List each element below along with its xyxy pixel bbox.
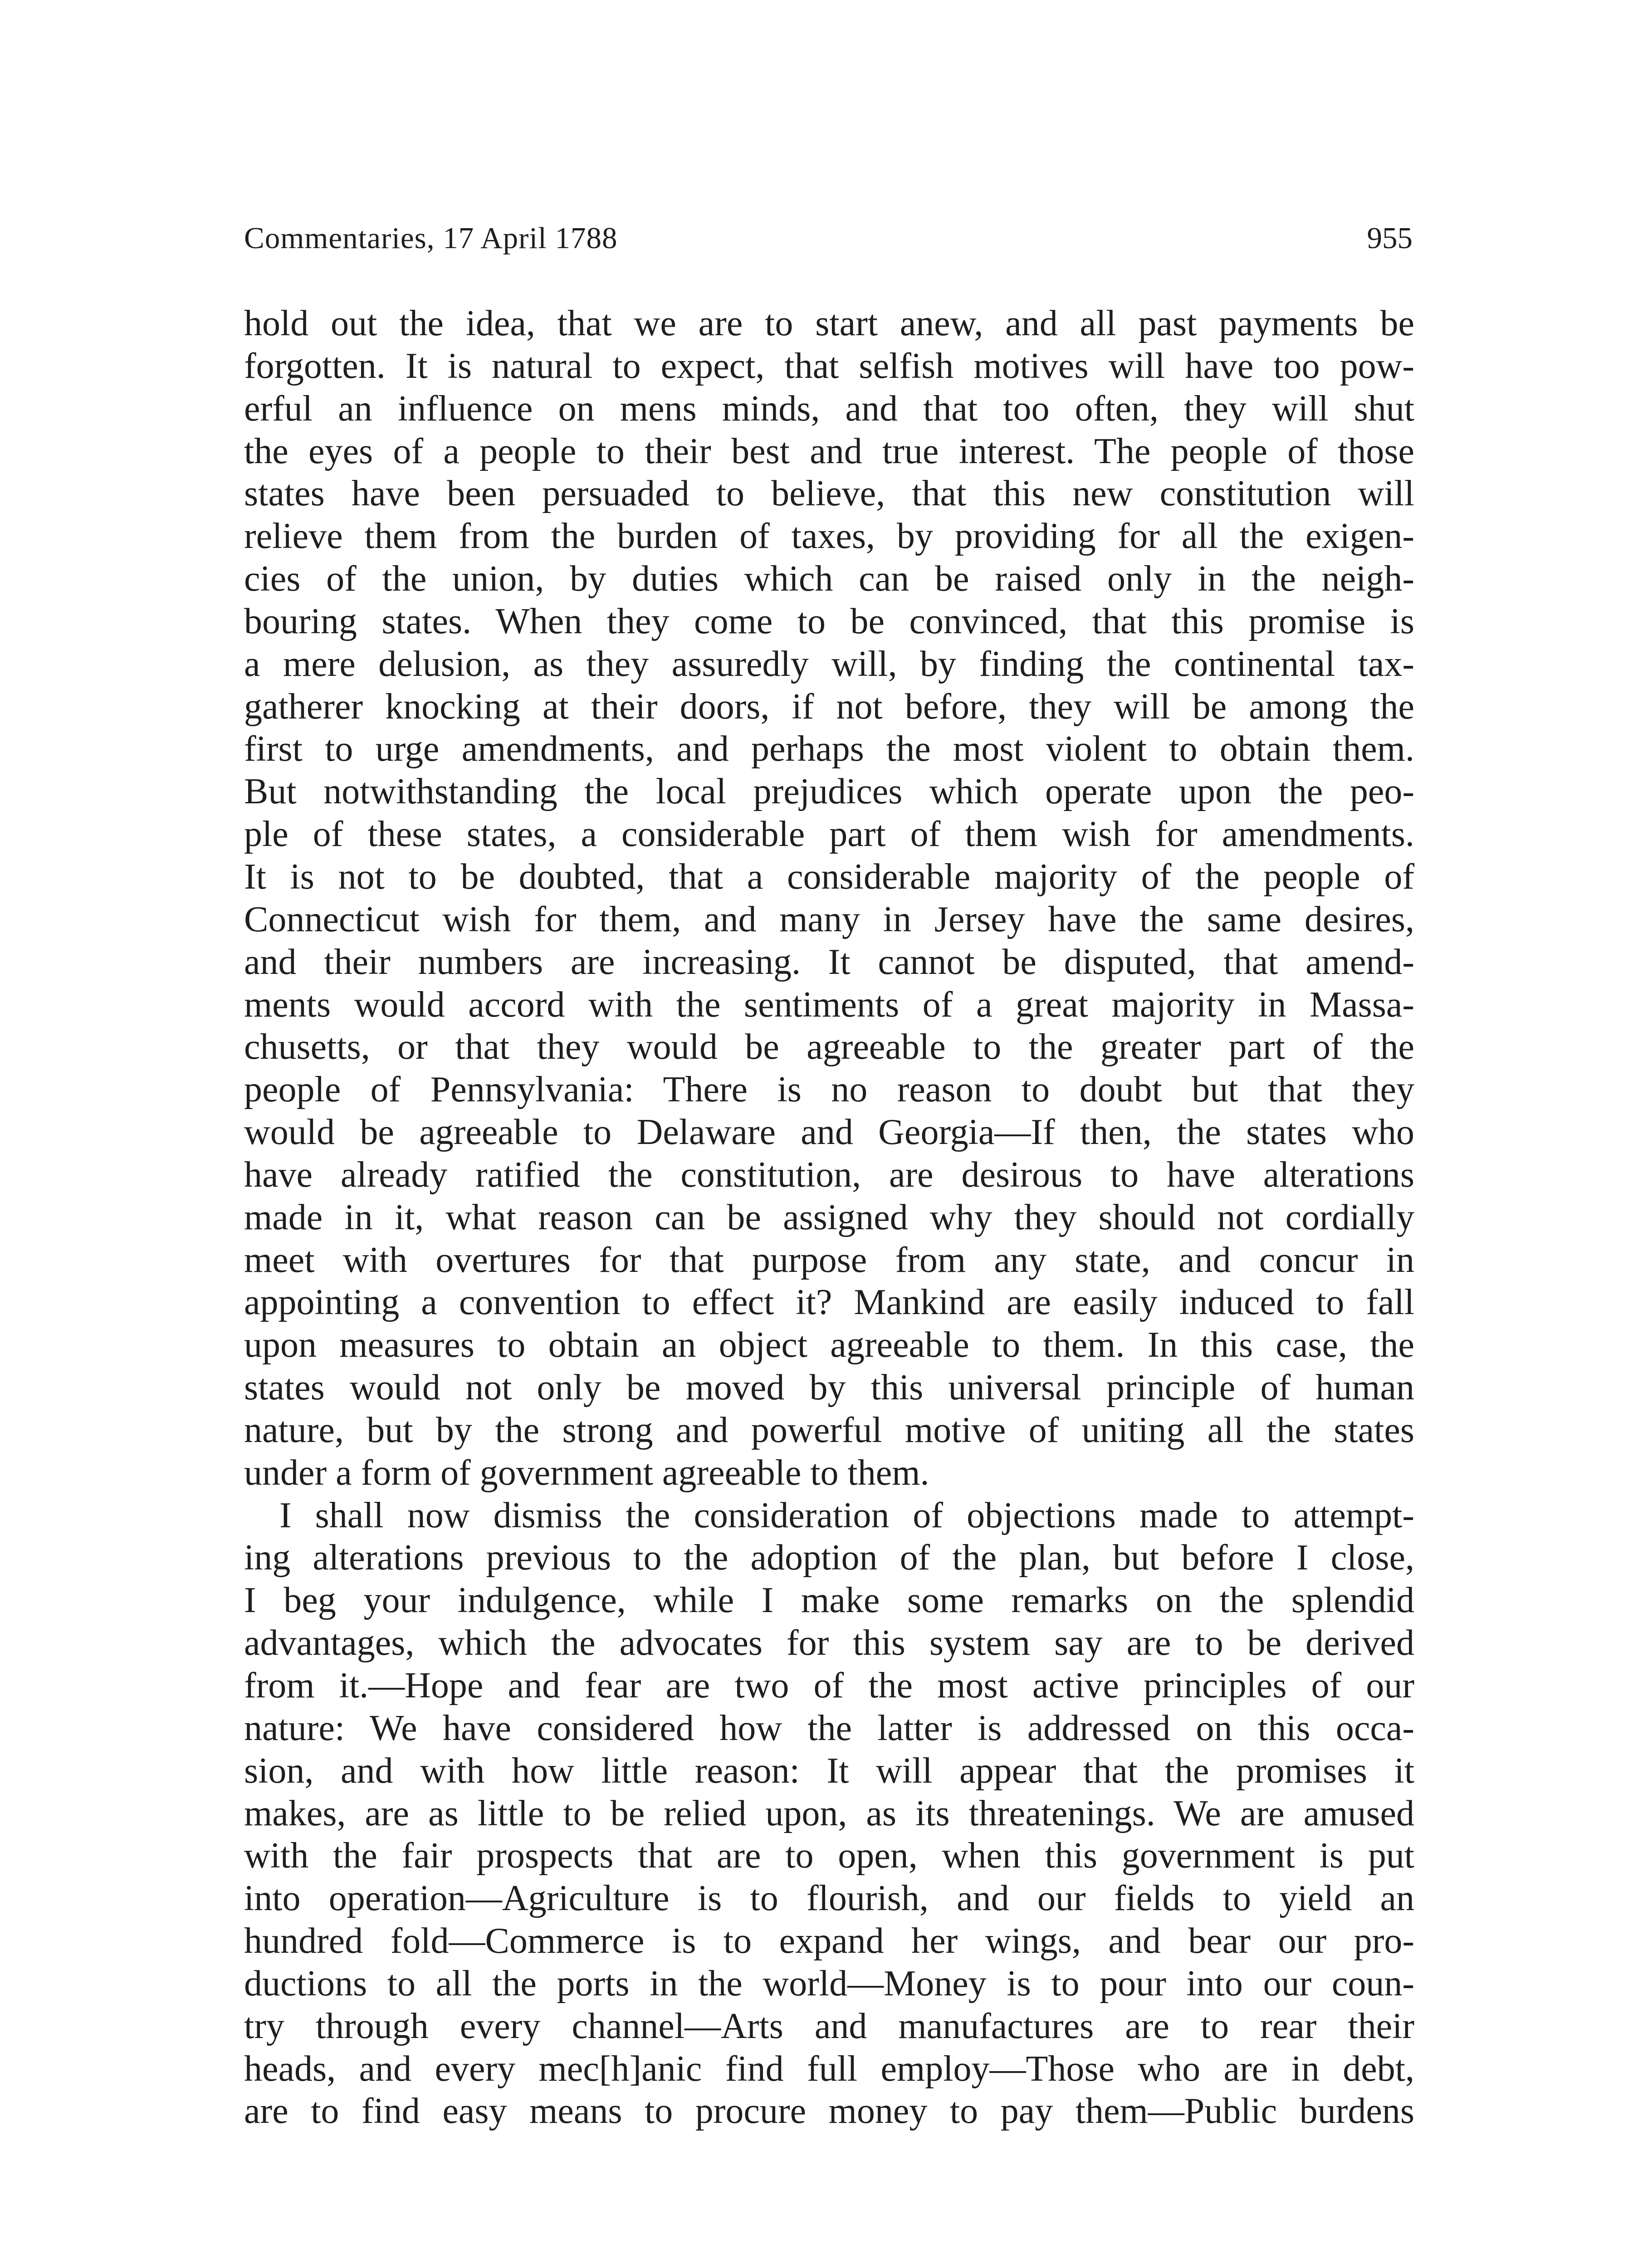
text-line: ple of these states, a considerable part of them wish for amendments. bbox=[244, 814, 1414, 855]
text-line: nature, but by the strong and powerful motive of uniting all the states bbox=[244, 1410, 1414, 1450]
text-line: nature: We have considered how the latter is addressed on this occa- bbox=[244, 1708, 1414, 1748]
text-line: people of Pennsylvania: There is no reason to doubt but that they bbox=[244, 1070, 1414, 1110]
text-line: relieve them from the burden of taxes, by providing for all the exigen- bbox=[244, 516, 1414, 557]
text-line: upon measures to obtain an object agreeable to them. In this case, the bbox=[244, 1325, 1414, 1365]
text-line: are to find easy means to procure money to pay them—Public burdens bbox=[244, 2091, 1414, 2131]
text-line: hold out the idea, that we are to start anew, and all past payments be bbox=[244, 303, 1414, 343]
text-line: cies of the union, by duties which can be raised only in the neigh- bbox=[244, 559, 1414, 599]
text-line: chusetts, or that they would be agreeable to the greater part of the bbox=[244, 1027, 1414, 1067]
document-page bbox=[244, 0, 1414, 2268]
text-line: states have been persuaded to believe, that this new constitution will bbox=[244, 474, 1414, 514]
paragraph bbox=[244, 1495, 1414, 2133]
text-line: erful an influence on mens minds, and that too often, they will shut bbox=[244, 388, 1414, 429]
paragraph bbox=[244, 303, 1414, 1495]
text-line: meet with overtures for that purpose from any state, and concur in bbox=[244, 1240, 1414, 1280]
text-line: under a form of government agreeable to them. bbox=[244, 1452, 929, 1493]
text-line: from it.—Hope and fear are two of the most active principles of our bbox=[244, 1666, 1414, 1706]
text-line: Connecticut wish for them, and many in Jersey have the same desires, bbox=[244, 899, 1414, 939]
text-line: It is not to be doubted, that a considerable majority of the people of bbox=[244, 856, 1414, 897]
text-line: I beg your indulgence, while I make some remarks on the splendid bbox=[244, 1580, 1414, 1621]
text-line: bouring states. When they come to be convinced, that this promise is bbox=[244, 601, 1414, 641]
text-line: ments would accord with the sentiments of a great majority in Massa- bbox=[244, 984, 1414, 1025]
page-number: 955 bbox=[1367, 221, 1413, 255]
text-line: into operation—Agriculture is to flourish, and our fields to yield an bbox=[244, 1878, 1414, 1919]
text-line: hundred fold—Commerce is to expand her wings, and bear our pro- bbox=[244, 1921, 1414, 1961]
text-line: makes, are as little to be relied upon, as its threatenings. We are amused bbox=[244, 1793, 1414, 1833]
text-line: sion, and with how little reason: It will appear that the promises it bbox=[244, 1750, 1414, 1791]
text-line: and their numbers are increasing. It cannot be disputed, that amend- bbox=[244, 942, 1414, 982]
running-head-title: Commentaries, 17 April 1788 bbox=[244, 221, 618, 255]
text-line: have already ratified the constitution, are desirous to have alterations bbox=[244, 1154, 1414, 1195]
body-text bbox=[244, 303, 1414, 2133]
text-line: try through every channel—Arts and manufactures are to rear their bbox=[244, 2006, 1414, 2046]
text-line: gatherer knocking at their doors, if not before, they will be among the bbox=[244, 686, 1414, 727]
text-line: the eyes of a people to their best and true interest. The people of those bbox=[244, 431, 1414, 471]
text-line: advantages, which the advocates for this system say are to be derived bbox=[244, 1623, 1414, 1663]
text-line: states would not only be moved by this universal principle of human bbox=[244, 1368, 1414, 1408]
text-line: a mere delusion, as they assuredly will, by finding the continental tax- bbox=[244, 644, 1414, 684]
text-line: ductions to all the ports in the world—Money is to pour into our coun- bbox=[244, 1963, 1414, 2004]
text-line: with the fair prospects that are to open, when this government is put bbox=[244, 1836, 1414, 1876]
text-line: I shall now dismiss the consideration of objections made to attempt- bbox=[279, 1495, 1414, 1535]
text-line: ing alterations previous to the adoption of the plan, but before I close, bbox=[244, 1538, 1414, 1578]
text-line: would be agreeable to Delaware and Georgia—If then, the states who bbox=[244, 1112, 1414, 1153]
text-line: But notwithstanding the local prejudices which operate upon the peo- bbox=[244, 772, 1414, 812]
running-head bbox=[244, 218, 1414, 259]
text-line: appointing a convention to effect it? Mankind are easily induced to fall bbox=[244, 1282, 1414, 1323]
text-line: heads, and every mec[h]anic find full employ—Those who are in debt, bbox=[244, 2048, 1414, 2089]
text-line: first to urge amendments, and perhaps the most violent to obtain them. bbox=[244, 729, 1414, 769]
text-line: forgotten. It is natural to expect, that selfish motives will have too pow- bbox=[244, 346, 1414, 386]
text-line: made in it, what reason can be assigned why they should not cordially bbox=[244, 1197, 1414, 1237]
